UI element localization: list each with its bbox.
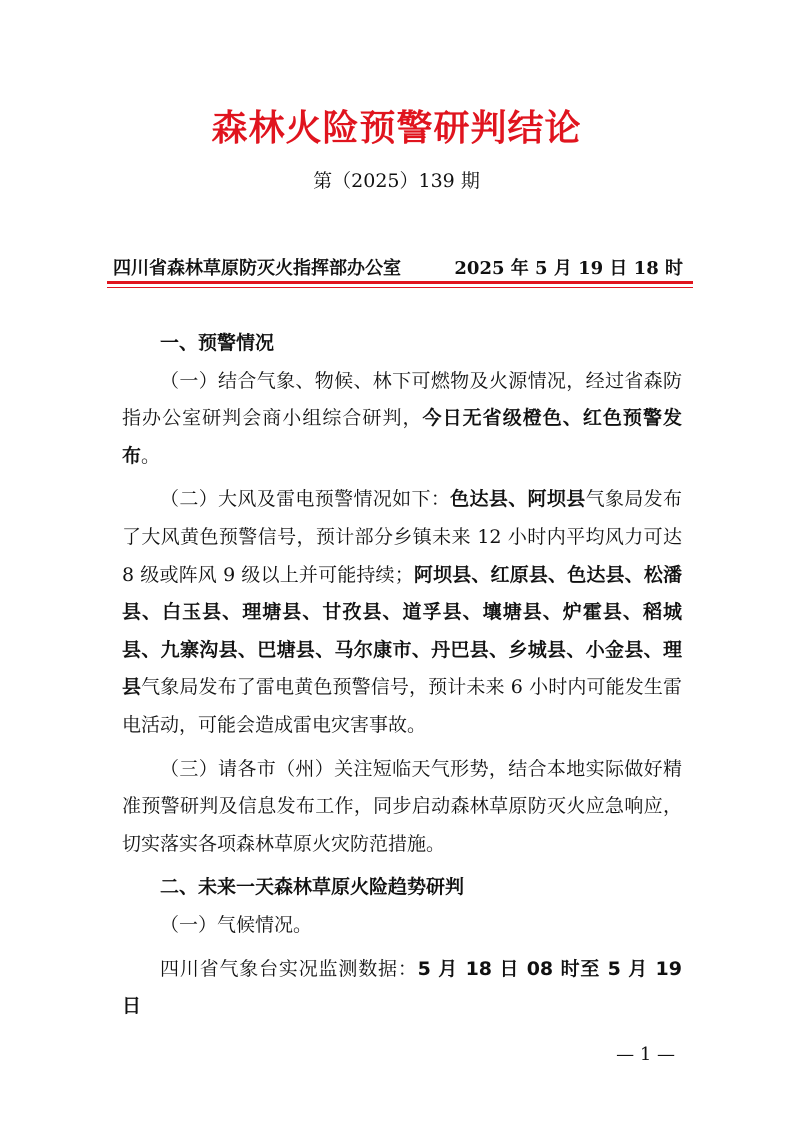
paragraph-text: （一）结合气象、物候、林下可燃物及火源情况，经过省森防指办公室研判会商小组综合研判，: [122, 369, 682, 430]
paragraph-text: 气象局发布了雷电黄色预警信号，预计未来 6 小时内可能发生雷电活动，可能会造成雷电灾害事故。: [122, 676, 682, 736]
paragraph-text: （二）大风及雷电预警情况如下：: [160, 488, 451, 511]
document-body: [122, 325, 682, 1026]
paragraph-warning-2: [122, 481, 682, 744]
page-number: — 1 —: [616, 1044, 675, 1065]
paragraph-text: 四川省气象台实况监测数据：: [160, 957, 418, 980]
issuing-office: 四川省森林草原防灭火指挥部办公室: [113, 258, 401, 279]
issue-number: 第（2025）139 期: [313, 170, 480, 192]
section-heading-warning: 一、预警情况: [160, 332, 275, 354]
emphasis-counties-thunder: 阿坝县、红原县、色达县、松潘县、白玉县、理塘县、甘孜县、道孚县、壤塘县、炉霍县、稻城县、九寨沟县、巴塘县、马尔康市、丹巴县、乡城县、小金县、理县: [122, 563, 682, 699]
header-rule-thick: [107, 281, 693, 284]
emphasis-counties-wind: 色达县、阿坝县: [450, 488, 586, 511]
header-rule-thin: [107, 287, 693, 288]
document-title: 森林火险预警研判结论: [211, 108, 582, 149]
issue-date: 2025 年 5 月 19 日 18 时: [454, 258, 683, 279]
subsection-heading-climate: （一）气候情况。: [160, 913, 313, 936]
paragraph-climate-1: [122, 951, 682, 1026]
emphasis-date-range: 5 月 18 日 08 时至 5 月 19 日: [122, 957, 682, 1018]
section-heading-forecast: 二、未来一天森林草原火险趋势研判: [160, 876, 465, 899]
paragraph-warning-3: （三）请各市（州）关注短临天气形势，结合本地实际做好精准预警研判及信息发布工作，同步启动森林草原防灭火应急响应，切实落实各项森林草原火灾防范措施。: [122, 757, 682, 855]
paragraph-text: 。: [141, 444, 161, 467]
emphasis-text: 今日无省级橙色、红色预警发布: [122, 407, 682, 467]
paragraph-warning-1: [122, 363, 682, 476]
paragraph-text: 气象局发布了大风黄色预警信号，预计部分乡镇未来 12 小时内平均风力可达 8 级或阵风 9 级以上并可能持续；: [122, 488, 682, 586]
